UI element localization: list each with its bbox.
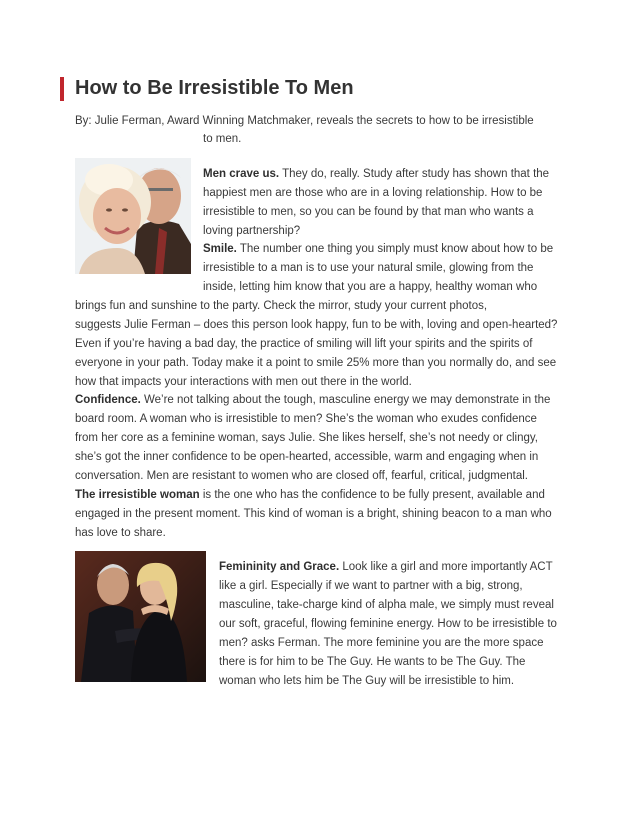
section1-line-5-text: The number one thing you simply must know about how to be [236,243,554,255]
section1-line-2: happiest men are those who are in a loving relationship. How to be [203,187,543,199]
section3-line-5: men? asks Ferman. The more feminine you are the more space [219,637,544,649]
confidence-heading: Confidence. [75,394,141,406]
section2-line-3: from her core as a feminine woman, says Julie. She likes herself, she’s not needy or clingy, [75,432,538,444]
men-crave-us-heading: Men crave us. [203,168,280,180]
couple-photo-1 [75,158,191,274]
section1-line-11: everyone in your path. Today make it a point to smile 25% more than you normally do, and see [75,357,557,369]
section1-line-6: irresistible to a man is to use your natural smile, glowing from the [203,262,534,274]
byline-line-2: to men. [203,133,242,145]
section3-line-1-text: Look like a girl and more importantly ACT [339,561,553,573]
section1-line-7: inside, letting him know that you are a happy, healthy woman who [203,281,538,293]
couple-photo-1-image [75,158,191,274]
femininity-heading: Femininity and Grace. [219,561,340,573]
section2-line-2: board room. A woman who is irresistible to men? She’s the woman who exudes confidence [75,413,537,425]
page-title: How to Be Irresistible To Men [75,77,354,99]
irresistible-woman-heading: The irresistible woman [75,489,200,501]
byline-line-1: By: Julie Ferman, Award Winning Matchmaker, reveals the secrets to how to be irresistible [75,115,534,127]
section2-line-7: engaged in the present moment. This kind of woman is a bright, shining beacon to a man who [75,508,552,520]
section2-line-8: has love to share. [75,527,166,539]
section1-line-8: brings fun and sunshine to the party. Check the mirror, study your current photos, [75,300,488,312]
section1-line-1-text: They do, really. Study after study has shown that the [279,168,550,180]
section1-line-9: suggests Julie Ferman – does this person look happy, fun to be with, loving and open-hearted? [75,319,558,331]
section2-line-5: conversation. Men are resistant to women who are closed off, fearful, critical, judgmental. [75,470,528,482]
section3-line-4: our soft, graceful, flowing feminine energy. How to be irresistible to [219,618,557,630]
section1-line-10: Even if you’re having a bad day, the practice of smiling will lift your spirits and the spirits of [75,338,533,350]
section2-line-6 [75,488,545,503]
section2-line-6-text: is the one who has the confidence to be fully present, available and [199,489,545,501]
section1-line-4: loving partnership? [203,225,301,237]
couple-photo-2 [75,551,206,682]
section1-line-12: how that impacts your interactions with men out there in the world. [75,376,412,388]
section3-line-1 [219,560,553,575]
section3-line-3: masculine, take-charge kind of alpha male, we simply must reveal [219,599,554,611]
couple-photo-2-image [75,551,206,682]
section3-line-2: like a girl. Especially if we want to partner with a big, strong, [219,580,523,592]
section1-line-3: irresistible to men, so you can be found by that man who wants a [203,206,534,218]
section3-line-6: there is for him to be The Guy. He wants to be The Guy. The [219,656,526,668]
section2-line-4: she’s got the inner confidence to be open-hearted, accessible, warm and engaging when in [75,451,539,463]
section2-line-1-text: We’re not talking about the tough, masculine energy we may demonstrate in the [140,394,551,406]
title-accent-bar [60,77,64,101]
smile-heading: Smile. [203,243,237,255]
section1-line-1 [203,167,549,182]
section2-line-1 [75,393,550,408]
section3-line-7: woman who lets him be The Guy will be irresistible to him. [219,675,515,687]
section1-line-5 [203,242,553,257]
